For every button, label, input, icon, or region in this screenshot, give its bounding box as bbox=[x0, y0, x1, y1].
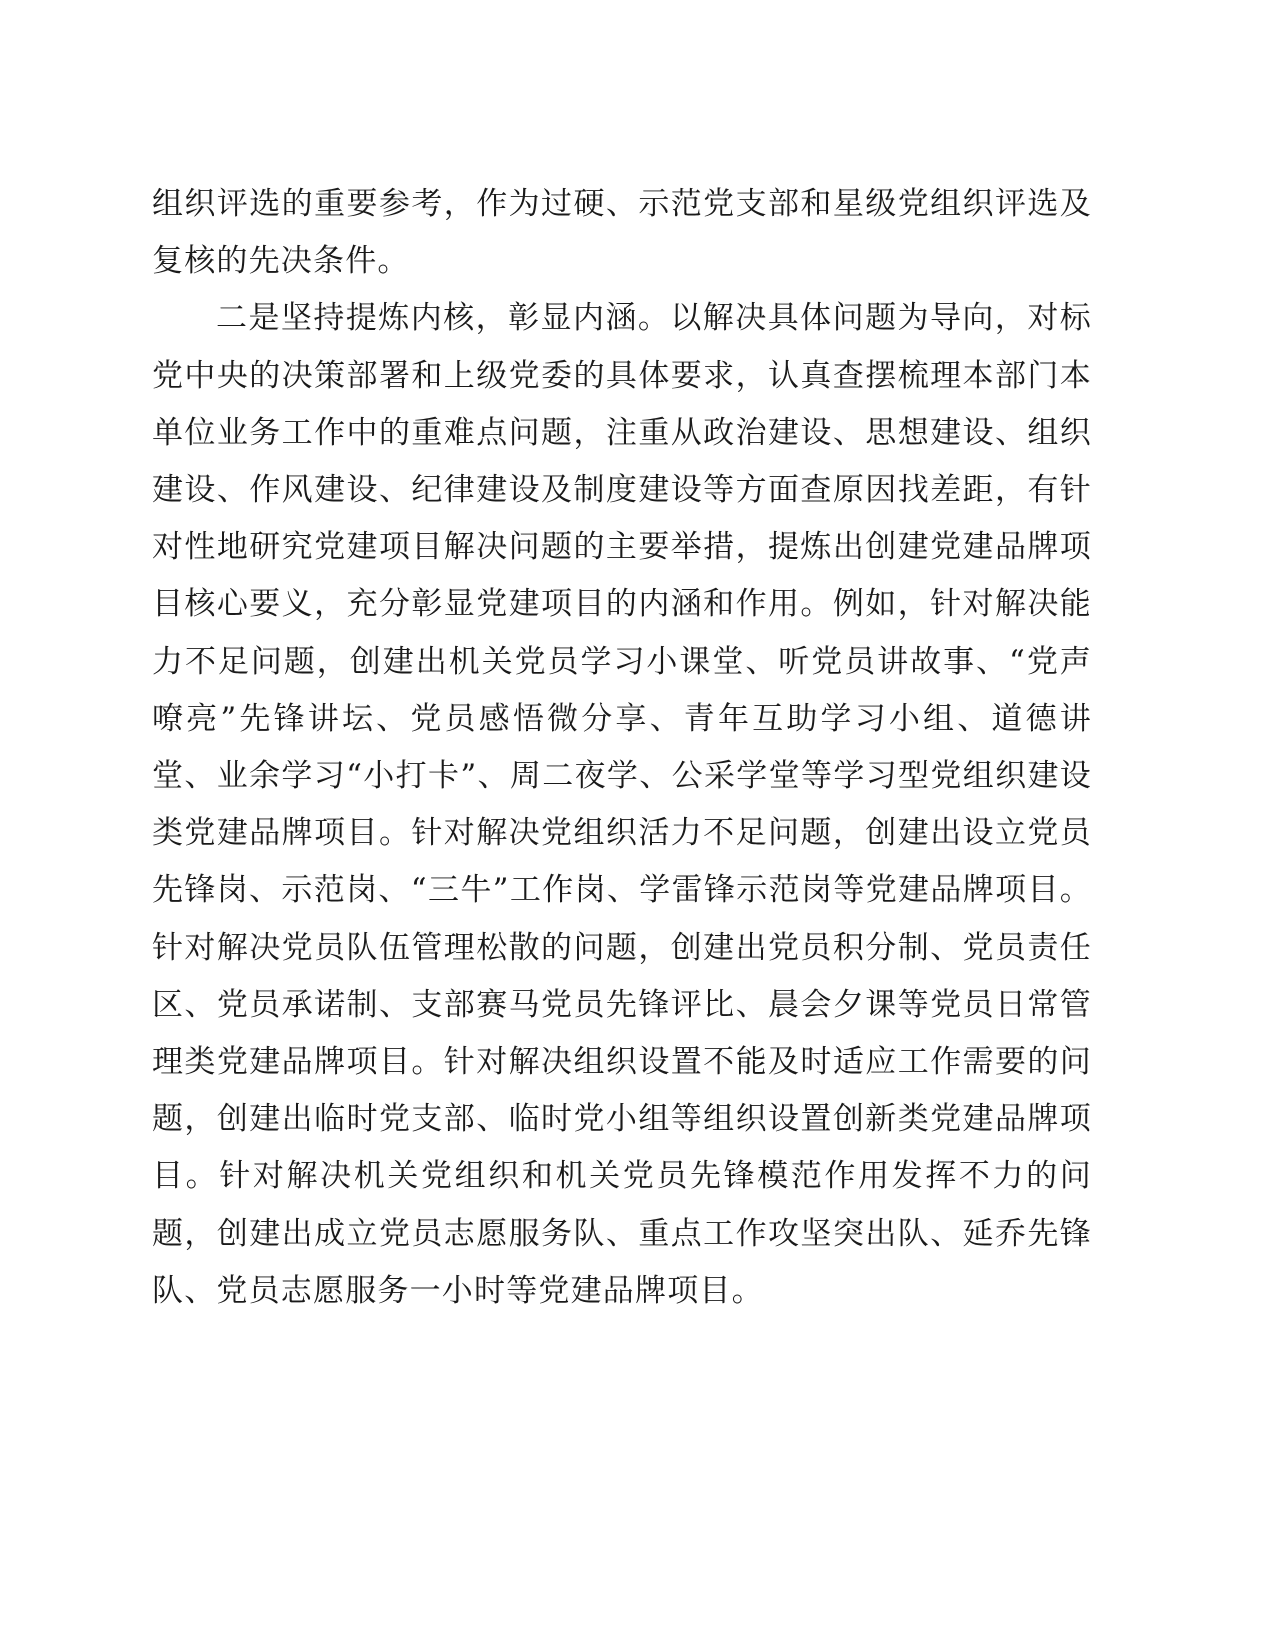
paragraph-main: 二是坚持提炼内核，彰显内涵。以解决具体问题为导向，对标党中央的决策部署和上级党委的具体要求，认真查摆梳理本部门本单位业务工作中的重难点问题，注重从政治建设、思想建设、组织建设、作风建设、纪律建设及制度建设等方面查原因找差距，有针对性地研究党建项目解决问题的主要举措，提炼出创建党建品牌项目核心要义，充分彰显党建项目的内涵和作用。例如，针对解决能力不足问题，创建出机关党员学习小课堂、听党员讲故事、“党声嘹亮”先锋讲坛、党员感悟微分享、青年互助学习小组、道德讲堂、业余学习“小打卡”、周二夜学、公采学堂等学习型党组织建设类党建品牌项目。针对解决党组织活力不足问题，创建出设立党员先锋岗、示范岗、“三牛”工作岗、学雷锋示范岗等党建品牌项目。针对解决党员队伍管理松散的问题，创建出党员积分制、党员责任区、党员承诺制、支部赛马党员先锋评比、晨会夕课等党员日常管理类党建品牌项目。针对解决组织设置不能及时适应工作需要的问题，创建出临时党支部、临时党小组等组织设置创新类党建品牌项目。针对解决机关党组织和机关党员先锋模范作用发挥不力的问题，创建出成立党员志愿服务队、重点工作攻坚突出队、延乔先锋队、党员志愿服务一小时等党建品牌项目。 bbox=[152, 300, 1092, 1309]
document-body bbox=[152, 176, 1092, 1320]
paragraph-continuation: 组织评选的重要参考，作为过硬、示范党支部和星级党组织评选及复核的先决条件。 bbox=[152, 186, 1092, 280]
